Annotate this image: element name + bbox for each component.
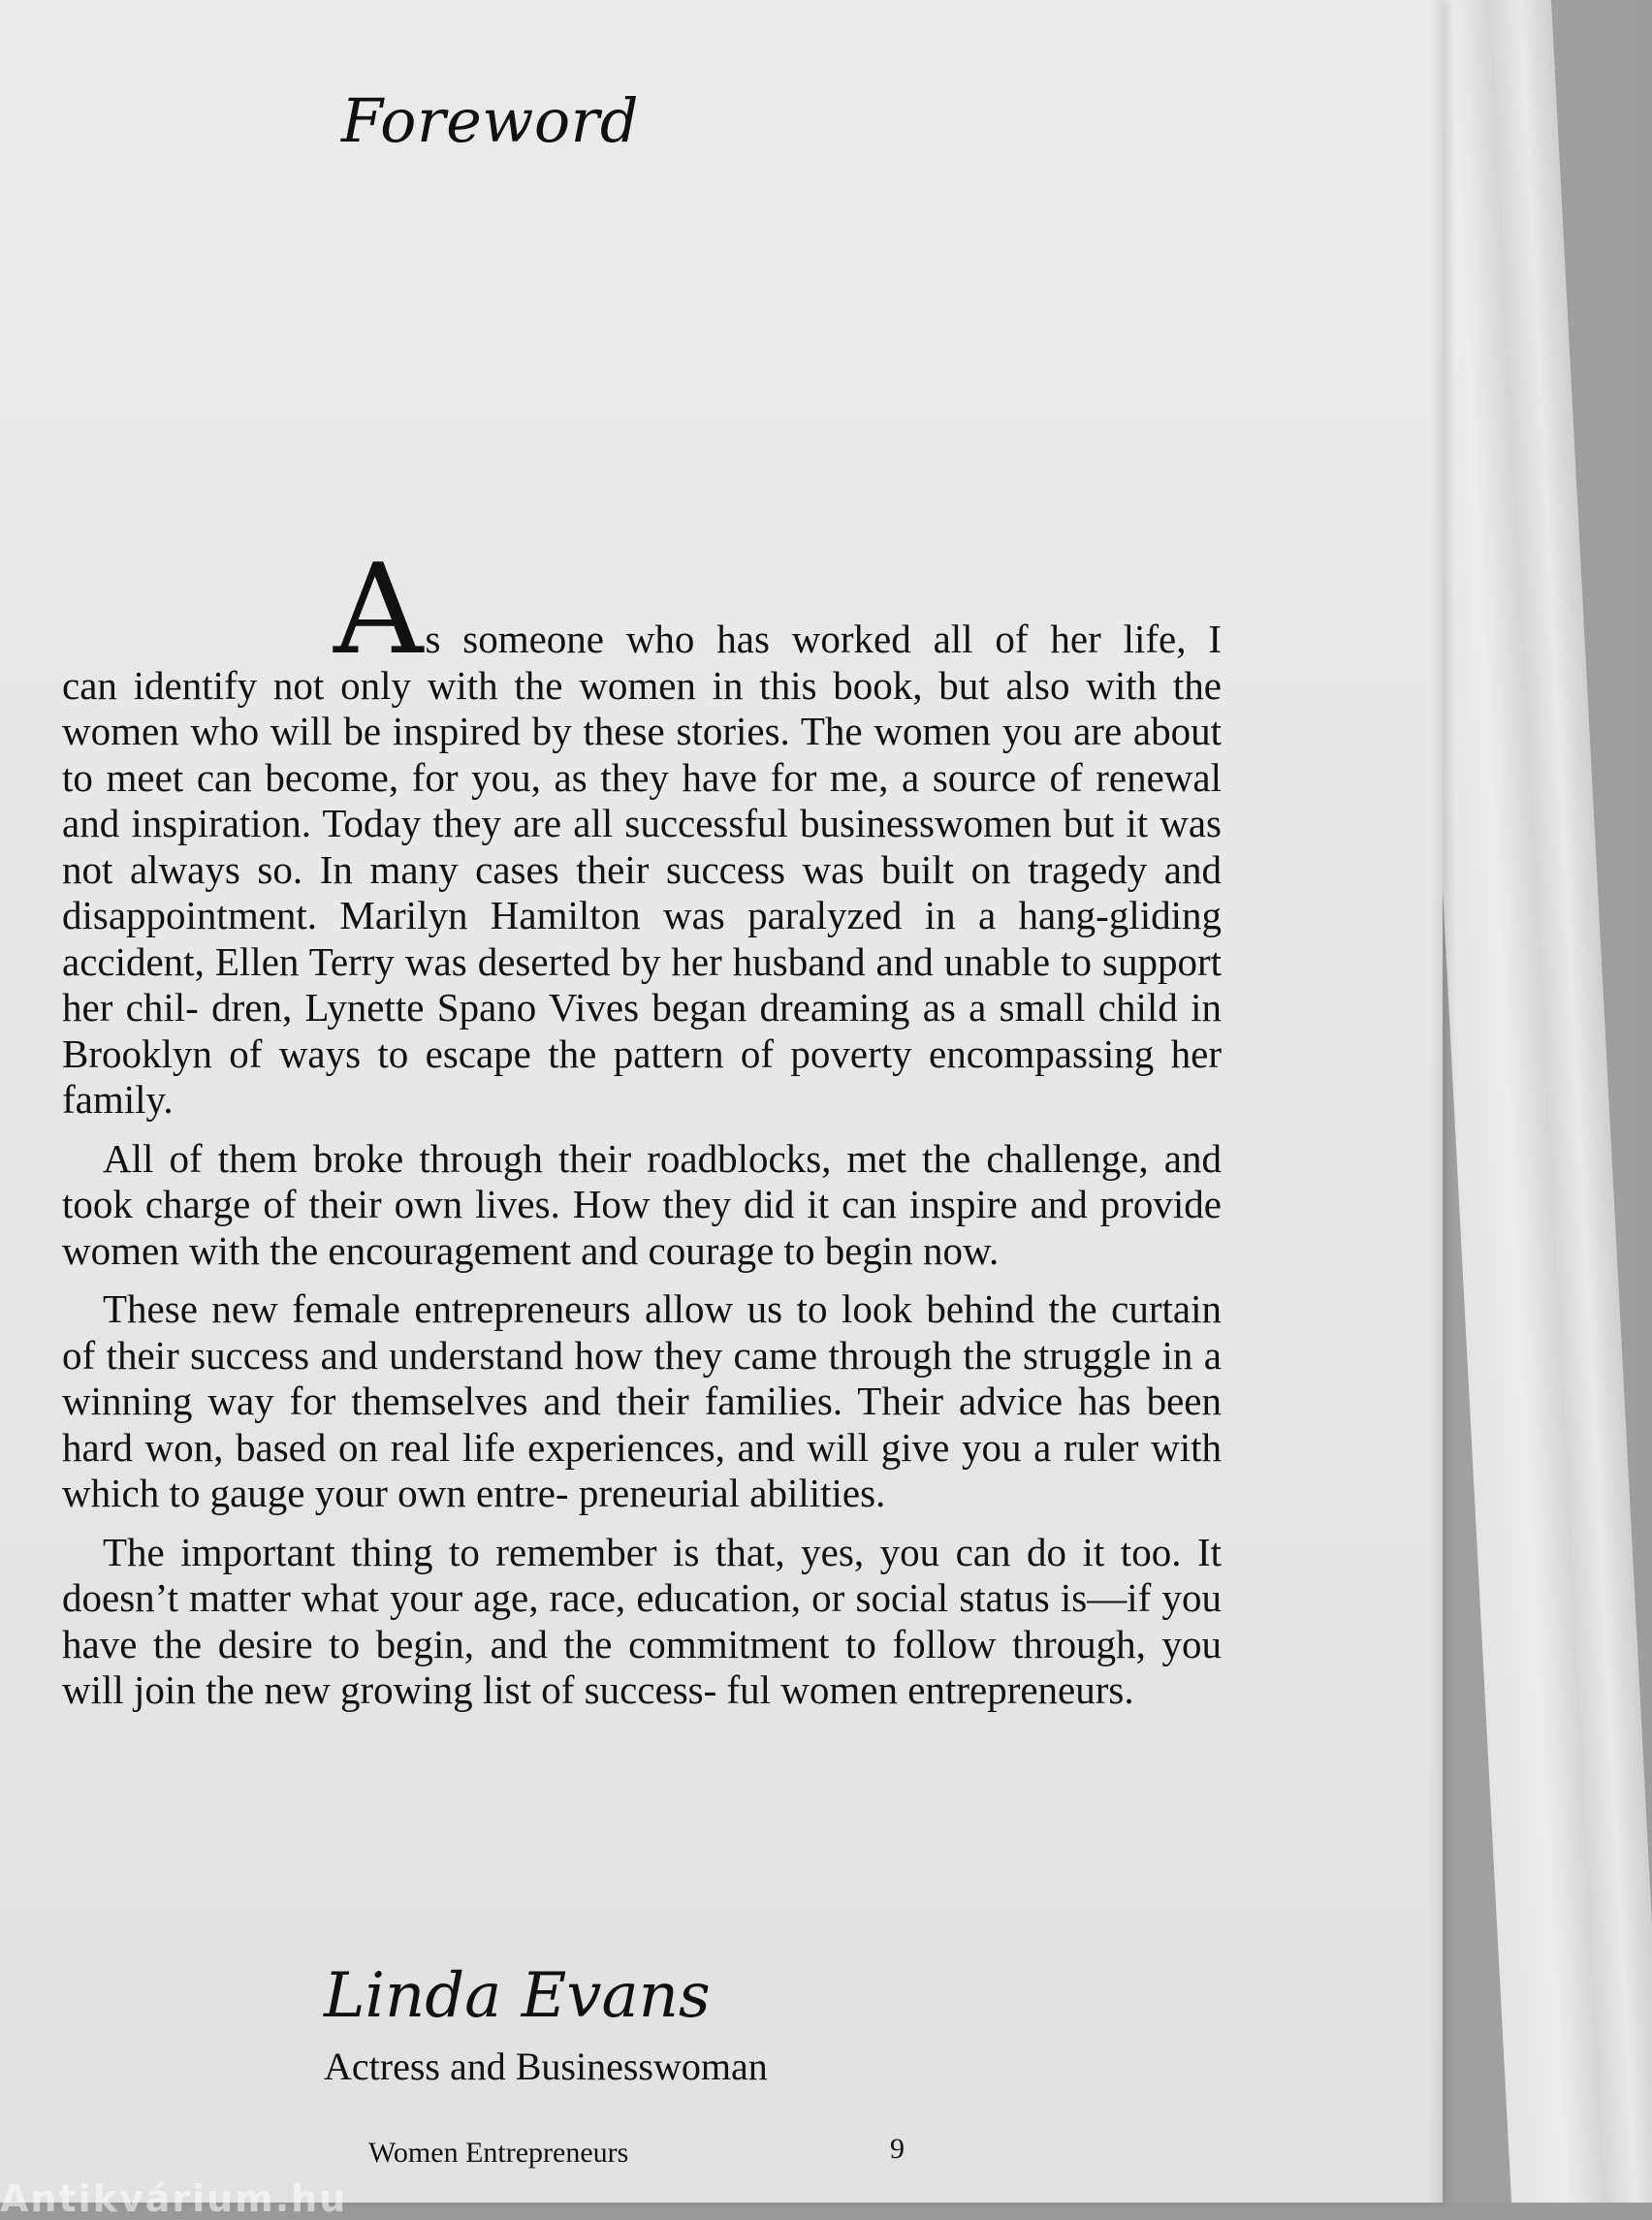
signature-name: Linda Evans <box>324 1960 711 2032</box>
paragraph-1-lead-line <box>62 538 1222 682</box>
watermark: Antikvárium.hu <box>0 2177 348 2220</box>
paragraph-1-lead: s someone who has worked all of her life, I <box>425 617 1222 661</box>
footer-book-title: Women Entrepreneurs <box>368 2137 629 2169</box>
paragraph-1 <box>62 538 1222 1124</box>
page-number: 9 <box>890 2133 905 2165</box>
paragraph-3: These new female entrepreneurs allow us to look behind the curtain of their success and understand how they came through the struggle in a winning way for themselves and their families. Their advice has been hard won, based on real life experiences, and will give you a ruler with which to gauge your own entre- preneurial abilities. <box>62 1286 1222 1515</box>
paragraph-2: All of them broke through their roadblocks, met the challenge, and took charge of their own lives. How they did it can inspire and provide women with the encouragement and courage to begin now. <box>62 1135 1222 1273</box>
drop-cap: A <box>334 538 424 682</box>
signature-role: Actress and Businesswoman <box>324 2045 768 2088</box>
paragraph-4: The important thing to remember is that, yes, you can do it too. It doesn’t matter what your age, race, education, or social status is—if you have the desire to begin, and the commitment to follow through, you will join the new growing list of success- ful women entrepreneurs. <box>62 1529 1222 1712</box>
paragraph-1-text: can identify not only with the women in this book, but also with the women who will be inspired by these stories. The women you are about to meet can become, for you, as they have for me, a source of renewal and inspiration. Today they are all successful businesswomen but it was not always so. In many cases their success was built on tragedy and disappointment. Marilyn Hamilton was paralyzed in a hang-gliding accident, Ellen Terry was deserted by her husband and unable to support her chil- dren, Lynette Spano Vives began dreaming as a small child in Brooklyn of ways to escape the pattern of poverty encompassing her family. <box>62 662 1222 1122</box>
chapter-title: Foreword <box>341 85 640 156</box>
foreword-body <box>62 538 1222 1727</box>
